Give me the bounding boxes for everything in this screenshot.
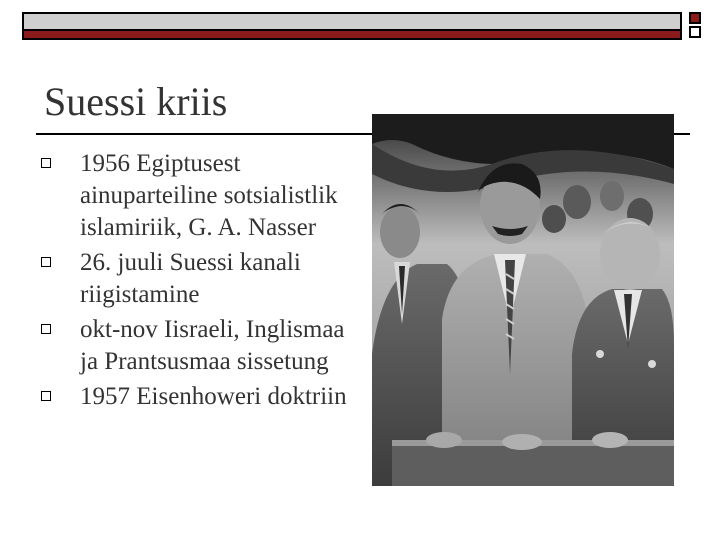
list-item — [36, 148, 356, 244]
list-item — [36, 314, 356, 378]
photo-icon — [372, 114, 674, 486]
list-item — [36, 247, 356, 311]
bullet-text: okt-nov Iisraeli, Inglismaa ja Prantsusmaa sissetung — [80, 316, 345, 375]
hollow-square-icon — [41, 391, 51, 401]
corner-square-red — [689, 12, 701, 24]
slide-title: Suessi kriis — [44, 79, 228, 124]
bullet-list — [36, 148, 356, 416]
corner-square-white — [689, 26, 701, 38]
hollow-square-icon — [41, 324, 51, 334]
list-item — [36, 381, 356, 413]
header-red-stripe — [24, 29, 680, 38]
bullet-text: 1957 Eisenhoweri doktriin — [80, 383, 347, 410]
hollow-square-icon — [41, 257, 51, 267]
header-decoration-bar — [22, 12, 682, 40]
bullet-text: 1956 Egiptusest ainuparteiline sotsialistlik islamiriik, G. A. Nasser — [80, 150, 338, 241]
hollow-square-icon — [41, 158, 51, 168]
bullet-text: 26. juuli Suessi kanali riigistamine — [80, 249, 301, 308]
photo-image — [372, 114, 674, 486]
